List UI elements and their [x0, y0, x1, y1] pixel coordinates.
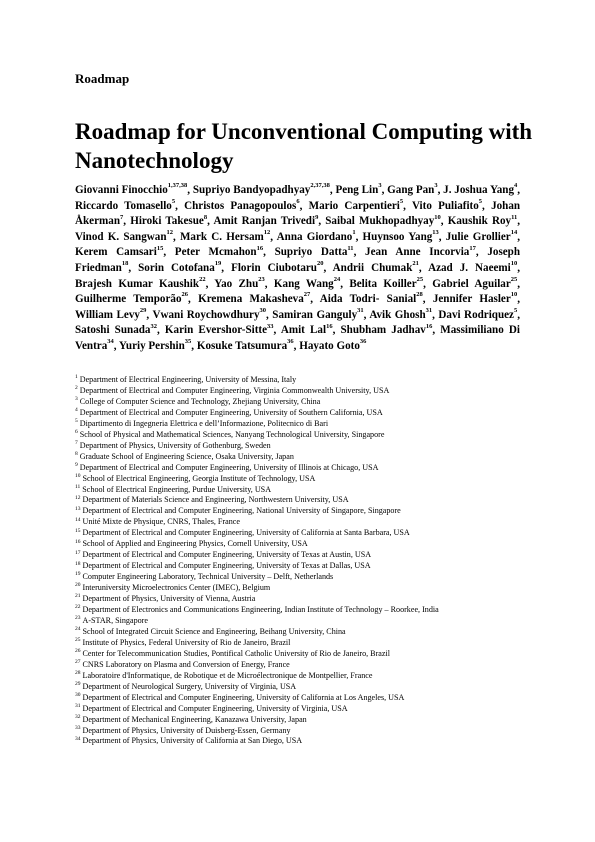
- affiliation-item: [75, 704, 535, 715]
- affiliation-item: [75, 693, 535, 704]
- affiliation-item: [75, 408, 535, 419]
- author-name: Shubham Jadhav: [340, 324, 426, 337]
- author-affiliation-ref: 36: [359, 338, 367, 346]
- author: [152, 309, 266, 321]
- affiliation-number: 20: [75, 582, 81, 589]
- affiliation-item: [75, 671, 535, 682]
- affiliation-text: Department of Electrical Engineering, University of Messina, Italy: [79, 375, 297, 384]
- section-label: Roadmap: [75, 71, 130, 86]
- author-affiliation-ref: 17: [469, 244, 476, 252]
- author-name: Guilherme Temporão: [75, 293, 182, 306]
- author-name: Jennifer Hasler: [432, 293, 511, 306]
- author-affiliation-ref: 8: [203, 213, 208, 221]
- affiliation-item: [75, 572, 535, 583]
- author-affiliation-ref: 11: [347, 244, 354, 252]
- affiliation-item: [75, 397, 535, 408]
- author-affiliation-ref: 13: [432, 229, 439, 237]
- author: [333, 262, 419, 274]
- author-name: Joseph Friedman: [75, 246, 521, 274]
- author-name: Julie Grollier: [445, 230, 511, 243]
- author-name: Sorin Cotofana: [138, 261, 215, 274]
- affiliation-number: 22: [75, 604, 81, 611]
- affiliation-item: [75, 660, 535, 671]
- affiliation-number: 15: [75, 527, 81, 534]
- affiliation-number: 31: [75, 702, 81, 709]
- author-name: Riccardo Tomasello: [75, 199, 172, 212]
- affiliation-item: [75, 506, 535, 517]
- affiliation-text: School of Applied and Engineering Physics, Cornell University, USA: [82, 539, 308, 549]
- author-affiliation-ref: 10: [434, 213, 441, 221]
- author: [75, 231, 173, 243]
- author-affiliation-ref: 15: [156, 244, 164, 252]
- author-name: Christos Panagopoulos: [184, 199, 297, 212]
- affiliation-text: Department of Electrical and Computer Engineering, University of Illinois at Chicago, USA: [79, 462, 379, 472]
- affiliation-number: 19: [75, 571, 81, 578]
- author-affiliation-ref: 3: [378, 182, 382, 190]
- affiliation-number: 1: [75, 374, 78, 381]
- author-affiliation-ref: 10: [510, 260, 518, 268]
- affiliation-text: School of Physical and Mathematical Sciences, Nanyang Technological University, Singapore: [79, 429, 385, 439]
- author: [75, 184, 187, 196]
- author-affiliation-ref: 32: [150, 322, 157, 330]
- affiliation-text: Department of Electrical and Computer Engineering, National University of Singapore, Singapore: [82, 506, 401, 516]
- affiliation-text: Department of Neurological Surgery, University of Virginia, USA: [82, 681, 297, 691]
- affiliation-item: [75, 627, 535, 638]
- author-name: Peter Mcmahon: [174, 246, 257, 259]
- author-name: J. Joshua Yang: [443, 184, 514, 196]
- author-affiliation-ref: 22: [199, 275, 206, 283]
- author: [411, 197, 483, 212]
- author: [443, 184, 517, 196]
- author: [75, 197, 176, 212]
- author-affiliation-ref: 35: [184, 338, 192, 346]
- author-name: Kang Wang: [273, 277, 334, 290]
- author: [428, 262, 517, 274]
- affiliation-number: 34: [75, 735, 81, 742]
- author: [231, 262, 323, 274]
- affiliation-item: [75, 550, 535, 561]
- author: [446, 231, 517, 243]
- affiliation-item: [75, 726, 535, 737]
- author: [365, 246, 476, 258]
- author-affiliation-ref: 31: [425, 307, 433, 315]
- affiliation-item: [75, 715, 535, 726]
- author-affiliation-ref: 16: [326, 322, 333, 330]
- affiliation-number: 9: [75, 461, 78, 468]
- author: [75, 275, 206, 290]
- affiliation-item: [75, 452, 535, 463]
- author-name: Yao Zhu: [214, 277, 259, 290]
- author-name: Kremena Makasheva: [198, 293, 304, 306]
- author-affiliation-ref: 28: [416, 291, 423, 299]
- affiliation-text: Laboratoire d'Informatique, de Robotique et de Microélectronique de Montpellier, France: [82, 670, 373, 680]
- author-affiliation-ref: 16: [425, 322, 433, 330]
- affiliation-text: Center for Telecommunication Studies, Pontifical Catholic University of Rio de Janeiro, Brazil: [82, 648, 390, 658]
- affiliation-number: 14: [75, 516, 81, 523]
- author: [213, 215, 318, 227]
- author: [433, 293, 517, 305]
- author-name: Huynsoo Yang: [362, 230, 433, 243]
- author-name: Satoshi Sunada: [75, 324, 151, 337]
- affiliation-text: Department of Mechanical Engineering, Kanazawa University, Japan: [82, 714, 307, 724]
- author: [75, 324, 157, 336]
- affiliation-text: School of Integrated Circuit Science and Engineering, Beihang University, China: [82, 626, 346, 636]
- author: [75, 246, 163, 258]
- affiliation-number: 11: [75, 483, 81, 490]
- affiliation-text: Department of Electrical and Computer Engineering, University of California at Santa Barbara, USA: [82, 528, 410, 538]
- author-affiliation-ref: 25: [416, 275, 424, 283]
- author-affiliation-ref: 4: [514, 182, 518, 190]
- author-affiliation-ref: 5: [478, 197, 483, 205]
- author-name: Gabriel Aguilar: [432, 277, 511, 290]
- affiliation-number: 28: [75, 670, 81, 677]
- author-affiliation-ref: 12: [263, 229, 271, 237]
- affiliation-text: Department of Electrical and Computer Engineering, University of Southern California, USA: [79, 407, 383, 417]
- affiliation-number: 13: [75, 505, 81, 512]
- author-name: Gang Pan: [387, 184, 435, 196]
- author: [198, 293, 310, 305]
- author-name: Vinod K. Sangwan: [75, 230, 167, 243]
- affiliation-number: 8: [75, 450, 78, 457]
- affiliation-number: 33: [75, 724, 81, 731]
- author-name: Giovanni Finocchio: [75, 184, 168, 196]
- paper-title: Roadmap for Unconventional Computing with Nanotechnology: [75, 119, 533, 173]
- author-list: Giovanni Finocchio$^{1,37,38}$, Supriyo Bandyopadhyay$^{2,37,38}$, Peng Lin$^3$, Gang Pan$^3$, J. Joshua Yang$^4$, Riccardo Tomasello$^5$, Christos Panagopoulos$^6$, Mario Carpentieri$^5$, Vito Puliafito$^5$, Johan Åkerman$^7$, Hiroki Takesue$^8$, Amit Ranjan Trivedi$^9$, Saibal Mukhopadhyay$^{10}$, Kaushik Roy$^{11}$, Vinod K. Sangwan$^{12}$, Mark C. Hersam$^{12}$, Anna Giordano$^1$, Huynsoo Yang$^{13}$, Julie Grollier$^{14}$, Kerem Camsari$^{15}$, Peter Mcmahon$^{16}$, Supriyo Datta$^{11}$, Jean Anne Incorvia$^{17}$, Joseph Friedman$^{18}$, Sorin Cotofana$^{19}$, Florin Ciubotaru$^{20}$, Andrii Chumak$^{21}$, Azad J. Naeemi$^{10}$, Brajesh Kumar Kaushik$^{22}$, Yao Zhu$^{23}$, Kang Wang$^{24}$, Belita Koiller$^{25}$, Gabriel Aguilar$^{25}$, Guilherme Temporão$^{26}$, Kremena Makasheva$^{27}$, Aida Todri- Sanial$^{28}$, Jennifer Hasler$^{10}$, William Levy$^{29}$, Vwani Roychowdhury$^{30}$, Samiran Ganguly$^{31}$, Avik Ghosh$^{31}$, Davi Rodriquez$^5$, Satoshi Sunada$^{32}$, Karin Evershor-Sitte$^{33}$, Amit Lal$^{16}$, Shubham Jadhav$^{16}$, Massimiliano Di Ventra$^{34}$, Yuriy Pershin$^{35}$, Kosuke Tatsumura$^{36}$, Hayato Goto$^{36}$: [75, 182, 521, 352]
- author-name: Supriyo Datta: [274, 246, 348, 259]
- author-affiliation-ref: 16: [256, 244, 264, 252]
- affiliation-number: 5: [75, 418, 78, 425]
- author-name: Andrii Chumak: [332, 261, 413, 274]
- author-name: Kaushik Roy: [447, 215, 512, 228]
- author: [341, 324, 433, 336]
- author-affiliation-ref: 23: [258, 275, 265, 283]
- affiliation-number: 12: [75, 494, 81, 501]
- affiliation-number: 26: [75, 648, 81, 655]
- affiliation-text: Graduate School of Engineering Science, Osaka University, Japan: [79, 451, 294, 461]
- affiliation-text: Department of Electrical and Computer Engineering, University of California at Los Angeles, USA: [82, 692, 405, 702]
- affiliation-item: [75, 682, 535, 693]
- author: [275, 246, 354, 258]
- author-name: Anna Giordano: [276, 230, 353, 243]
- author-name: Mark C. Hersam: [179, 230, 264, 243]
- author-affiliation-ref: 18: [121, 260, 129, 268]
- author: [119, 340, 191, 352]
- author-affiliation-ref: 29: [139, 307, 147, 315]
- author-affiliation-ref: 10: [510, 291, 518, 299]
- author-affiliation-ref: 6: [296, 197, 300, 205]
- author: [165, 324, 274, 336]
- author-name: Samiran Ganguly: [272, 308, 358, 321]
- author-affiliation-ref: 34: [107, 338, 114, 346]
- author: [438, 309, 517, 321]
- author: [272, 309, 363, 321]
- author: [184, 197, 300, 212]
- author-affiliation-ref: 26: [181, 291, 189, 299]
- author-name: Supriyo Bandyopadhyay: [192, 184, 311, 196]
- affiliation-text: CNRS Laboratory on Plasma and Conversion of Energy, France: [82, 659, 290, 669]
- affiliation-number: 30: [75, 691, 81, 698]
- author-name: William Levy: [75, 308, 140, 321]
- affiliation-item: [75, 583, 535, 594]
- author-name: Saibal Mukhopadhyay: [325, 215, 435, 228]
- author-affiliation-ref: 20: [316, 260, 324, 268]
- affiliation-number: 32: [75, 713, 81, 720]
- author-affiliation-ref: 5: [171, 197, 176, 205]
- author-affiliation-ref: 5: [399, 197, 404, 205]
- affiliation-item: [75, 441, 535, 452]
- affiliation-number: 25: [75, 637, 81, 644]
- author-name: Johan Åkerman: [75, 199, 521, 228]
- affiliation-text: Interuniversity Microelectronics Center (IMEC), Belgium: [82, 583, 271, 593]
- author-affiliation-ref: 11: [511, 213, 518, 221]
- author: [75, 309, 146, 321]
- affiliation-text: Unité Mixte de Physique, CNRS, Thales, France: [82, 517, 240, 527]
- affiliation-text: Department of Electrical and Computer Engineering, University of Texas at Austin, USA: [82, 550, 372, 560]
- author: [75, 293, 188, 305]
- author: [281, 324, 333, 336]
- affiliation-number: 27: [75, 659, 81, 666]
- affiliation-item: [75, 386, 535, 397]
- affiliation-number: 3: [75, 396, 78, 403]
- affiliation-text: Department of Materials Science and Engineering, Northwestern University, USA: [82, 495, 349, 505]
- affiliation-text: Department of Electrical and Computer Engineering, Virginia Commonwealth University, USA: [79, 385, 390, 395]
- author-name: Aida Todri- Sanial: [319, 293, 417, 306]
- affiliation-item: [75, 485, 535, 496]
- affiliation-item: [75, 463, 535, 474]
- author-name: Kosuke Tatsumura: [196, 339, 288, 352]
- author: [349, 275, 424, 290]
- affiliation-text: Department of Electrical and Computer Engineering, University of Virginia, USA: [82, 703, 348, 713]
- author: [369, 309, 432, 321]
- affiliation-number: 16: [75, 538, 81, 545]
- affiliation-text: School of Electrical Engineering, Georgia Institute of Technology, USA: [82, 473, 316, 483]
- affiliation-text: Department of Physics, University of California at San Diego, USA: [82, 736, 303, 746]
- author: [197, 340, 294, 352]
- affiliation-text: Department of Electronics and Communications Engineering, Indian Institute of Technology – Roorkee, India: [82, 605, 439, 615]
- author: [320, 293, 423, 305]
- affiliation-item: [75, 594, 535, 605]
- author: [308, 197, 404, 212]
- author-name: Avik Ghosh: [369, 308, 426, 321]
- affiliation-item: [75, 605, 535, 616]
- author-name: Davi Rodriquez: [438, 308, 514, 321]
- affiliation-number: 21: [75, 593, 81, 600]
- author-name: Hayato Goto: [299, 339, 360, 352]
- affiliation-number: 7: [75, 440, 78, 447]
- affiliation-item: [75, 528, 535, 539]
- author-affiliation-ref: 19: [214, 260, 222, 268]
- affiliation-number: 29: [75, 681, 81, 687]
- author: [273, 275, 341, 290]
- author-name: Jean Anne Incorvia: [365, 246, 470, 259]
- author: [325, 215, 441, 227]
- author-name: Brajesh Kumar Kaushik: [75, 277, 200, 290]
- affiliation-number: 2: [75, 385, 78, 392]
- affiliation-item: [75, 430, 535, 441]
- affiliation-text: Institute of Physics, Federal University of Rio de Janeiro, Brazil: [82, 637, 291, 647]
- affiliation-item: [75, 616, 535, 627]
- author-affiliation-ref: 25: [510, 275, 518, 283]
- affiliation-item: [75, 474, 535, 485]
- author-name: Mario Carpentieri: [308, 199, 400, 212]
- author: [175, 246, 263, 258]
- affiliation-text: Department of Physics, University of Vienna, Austria: [82, 594, 256, 604]
- affiliation-text: Department of Electrical and Computer Engineering, University of Texas at Dallas, USA: [82, 561, 371, 571]
- affiliation-number: 17: [75, 549, 81, 556]
- author-affiliation-ref: 36: [287, 338, 294, 346]
- affiliation-item: [75, 649, 535, 660]
- author-affiliation-ref: 5: [513, 307, 518, 315]
- author-affiliation-ref: 9: [315, 213, 319, 221]
- author: [363, 231, 439, 243]
- affiliation-item: [75, 638, 535, 649]
- author-affiliation-ref: 24: [333, 275, 341, 283]
- affiliation-text: Department of Physics, University of Gothenburg, Sweden: [79, 440, 271, 450]
- affiliation-text: Dipartimento di Ingegneria Elettrica e dell’Informazione, Politecnico di Bari: [79, 418, 329, 428]
- author-affiliation-ref: 1,37,38: [167, 182, 188, 190]
- affiliation-text: College of Computer Science and Technology, Zhejiang University, China: [79, 396, 321, 406]
- affiliation-item: [75, 495, 535, 506]
- author-affiliation-ref: 1: [352, 229, 356, 237]
- affiliation-item: [75, 375, 535, 386]
- affiliation-number: 23: [75, 615, 81, 622]
- affiliation-item: [75, 561, 535, 572]
- author-affiliation-ref: 3: [434, 182, 438, 190]
- author-affiliation-ref: 33: [267, 322, 274, 330]
- author: [214, 275, 265, 290]
- author-name: Peng Lin: [335, 184, 379, 196]
- author-affiliation-ref: 27: [303, 291, 311, 299]
- author-affiliation-ref: 12: [166, 229, 173, 237]
- affiliation-text: School of Electrical Engineering, Purdue University, USA: [82, 484, 272, 494]
- affiliation-list: [75, 375, 535, 747]
- affiliation-item: [75, 517, 535, 528]
- author: [277, 231, 356, 243]
- affiliation-number: 6: [75, 429, 78, 436]
- author-name: Amit Ranjan Trivedi: [213, 215, 316, 228]
- author-name: Belita Koiller: [349, 277, 417, 290]
- author-name: Yuriy Pershin: [118, 339, 185, 352]
- author-affiliation-ref: 14: [510, 229, 518, 237]
- author: [448, 215, 518, 227]
- author: [193, 184, 330, 196]
- affiliation-item: [75, 736, 535, 747]
- affiliation-item: [75, 419, 535, 430]
- author-name: Hiroki Takesue: [130, 215, 204, 228]
- author: [180, 231, 270, 243]
- author-affiliation-ref: 30: [259, 307, 267, 315]
- author-name: Kerem Camsari: [75, 246, 157, 259]
- author: [130, 215, 207, 227]
- author-affiliation-ref: 2,37,38: [310, 182, 330, 190]
- author-affiliation-ref: 31: [357, 307, 364, 315]
- author: [432, 275, 518, 290]
- author: [138, 262, 221, 274]
- affiliation-number: 10: [75, 472, 81, 479]
- author: [387, 184, 437, 196]
- affiliation-text: Department of Physics, University of Duisberg-Essen, Germany: [82, 725, 291, 735]
- author-name: Vito Puliafito: [411, 199, 479, 212]
- author-name: Karin Evershor-Sitte: [164, 324, 268, 337]
- author-name: Azad J. Naeemi: [428, 261, 511, 274]
- author-name: Massimiliano Di Ventra: [75, 324, 521, 352]
- affiliation-text: Computer Engineering Laboratory, Technical University – Delft, Netherlands: [82, 572, 334, 582]
- affiliation-item: [75, 539, 535, 550]
- affiliation-number: 4: [75, 407, 78, 414]
- author-affiliation-ref: 7: [120, 213, 124, 221]
- author-affiliation-ref: 21: [412, 260, 419, 268]
- author: [335, 184, 381, 196]
- author-name: Vwani Roychowdhury: [152, 308, 260, 321]
- author-name: Florin Ciubotaru: [231, 261, 317, 274]
- affiliation-number: 24: [75, 626, 81, 633]
- affiliation-number: 18: [75, 560, 81, 567]
- affiliation-text: A-STAR, Singapore: [82, 615, 148, 625]
- author: [299, 340, 366, 352]
- author-name: Amit Lal: [280, 324, 327, 337]
